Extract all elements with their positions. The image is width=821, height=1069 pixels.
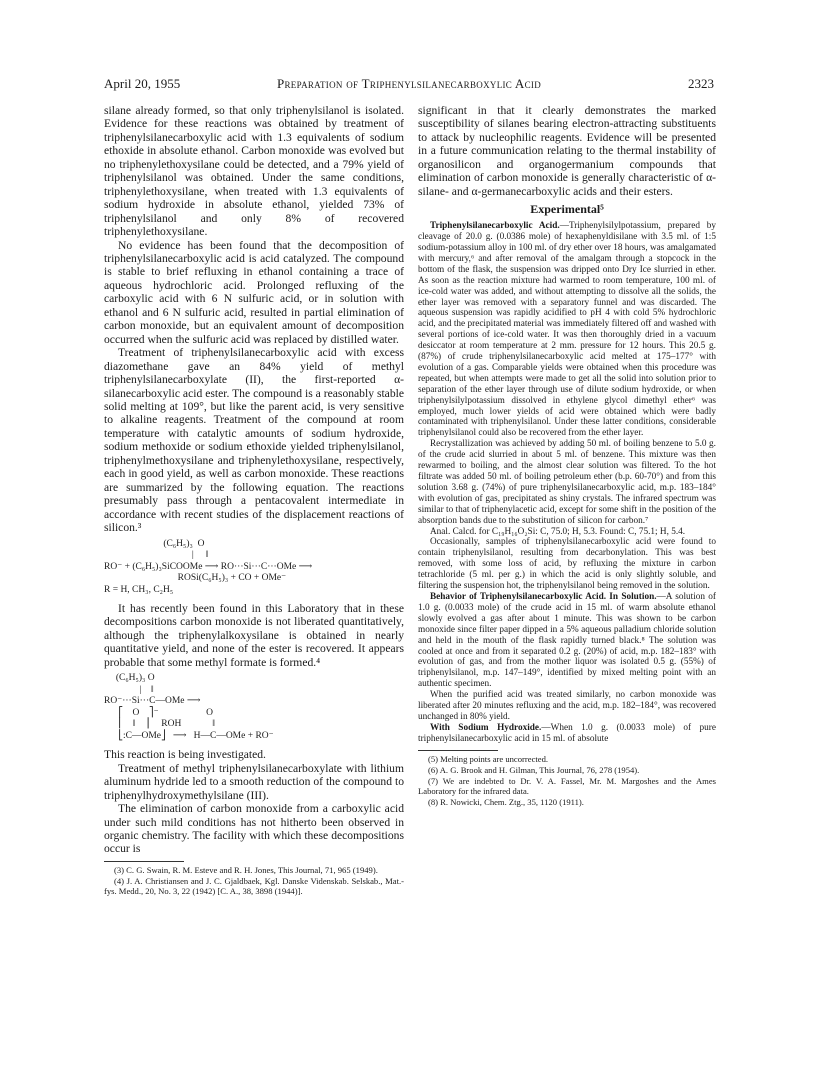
paragraph: Anal. Calcd. for C₁₉H₁₆O₂Si: C, 75.0; H, 5.3. Found: C, 75.1; H, 5.4. xyxy=(430,526,686,537)
reaction-equation: (C₆H₅)₃ O | ‖ RO⁻···Si···C—OMe ⟶ ⎡ O ⎤⁻ O ⎢ ‖ ⎥ ROH ‖ ⎣:C—OMe⎦ ⟶ H—C—OMe + RO⁻ xyxy=(104,673,274,741)
running-header xyxy=(104,76,714,92)
run-in-heading: With Sodium Hydroxide. xyxy=(430,722,542,733)
header-date: April 20, 1955 xyxy=(104,76,181,91)
footnote: (7) We are indebted to Dr. V. A. Fassel, Mr. M. Margoshes and the Ames Laboratory for the infrared data. xyxy=(418,776,716,797)
paragraph: Triphenylsilanecarboxylic Acid.—Triphenylsilylpotassium, prepared by cleavage of 20.0 g. (0.0386 mole) of hexaphenyldisilane with 3.5 ml. of 1:5 sodium-potassium alloy in 100 ml. of dry ether over 18 hours, was amalgamated with mercury,⁶ and after removal of the amalgam through a stopcock in the bottom of the flask, the suspension was dripped onto Dry Ice slurried in ether. As soon as the reaction mixture had warmed to room temperature, 100 ml. of ice-cold water was added, and without attempting to dissolve all the solids, the ether layer was removed with a separatory funnel and was discarded. The aqueous suspension was rapidly acidified to pH 4 with cold 5% hydrochloric acid, and the precipitated material was immediately filtered off and washed with several portions of ice-cold water. It was then thoroughly dried in a vacuum desiccator at room temperature at 2 mm. pressure for 12 hours. This 20.5 g. (87%) of crude triphenylsilanecarboxylic acid melted at 175–177° with evolution of a gas. Comparable yields were obtained when this procedure was repeated, but when attempts were made to get all the solid into solution prior to separation of the ether layer through use of dilute sodium hydroxide, or when triphenylsilylpotassium dissolved in ethylene glycol dimethyl ether⁶ was employed, much lower yields of acid were obtained which were badly contaminated with triphenylsilanol. Under these latter conditions, considerable triphenylsilanol could also be recovered from the ether layer. xyxy=(418,221,716,439)
footnote: (6) A. G. Brook and H. Gilman, This Journal, 76, 278 (1954). xyxy=(428,764,640,775)
paragraph: silane already formed, so that only triphenylsilanol is isolated. Evidence for these reactions was obtained by treatment of triphenylsilanecarboxylic acid with 1.3 equivalents of sodium ethoxide in absolute ethanol. Carbon monoxide was evolved but no triphenylethoxysilane could be detected, and a 79% yield of triphenylsilanol was obtained. Under the same conditions, triphenylethoxysilane, when treated with 1.3 equivalents of sodium hydroxide in absolute ethanol, yielded 73% of triphenylsilanol and only 8% of recovered triphenylethoxysilane. xyxy=(104,104,404,239)
footnote: (5) Melting points are uncorrected. xyxy=(428,753,549,764)
paragraph: Behavior of Triphenylsilanecarboxylic Acid. In Solution.—A solution of 1.0 g. (0.0033 mole) of the crude acid in 15 ml. of warm absolute ethanol slowly evolved a gas after about 1 minute. This was shown to be carbon monoxide since filter paper dipped in a 5% aqueous palladium chloride solution and held in the mouth of the flask rapidly turned black.⁸ The solution was cooled at once and from it separated 0.2 g. (20%) of acid, m.p. 182–183° with evolution of gas, and from the mother liquor was isolated 0.5 g. (55%) of triphenylsilanol, m.p. 147–149°, identified by mixed melting point with an authentic specimen. xyxy=(418,591,716,690)
paragraph: It has recently been found in this Laboratory that in these decompositions carbon monoxide is not liberated quantitatively, although the triphenylalkoxysilane is obtained in nearly quantitative yield, and none of the ester is recovered. It appears probable that some methyl formate is formed.⁴ xyxy=(104,602,404,669)
left-column xyxy=(104,104,404,898)
paragraph: When the purified acid was treated similarly, no carbon monoxide was liberated after 20 minutes refluxing and the acid, m.p. 182–184°, was recovered unchanged in 80% yield. xyxy=(418,690,716,722)
paragraph: With Sodium Hydroxide.—When 1.0 g. (0.0033 mole) of pure triphenylsilanecarboxylic acid in 15 ml. of absolute xyxy=(418,722,716,744)
footnote: (4) J. A. Christiansen and J. C. Gjaldbaek, Kgl. Danske Videnskab. Selskab., Mat.-fys. Medd., 20, No. 3, 22 (1942) [C. A., 38, 3898 (1944)]. xyxy=(104,876,404,897)
run-in-heading: Triphenylsilanecarboxylic Acid. xyxy=(430,221,560,232)
right-column xyxy=(418,104,716,809)
page-number: 2323 xyxy=(688,76,714,91)
reaction-equation: (C₆H₅)₃ O | ‖ RO⁻ + (C₆H₅)₃SiCOOMe ⟶ RO···Si···C···OMe ⟶ ROSi(C₆H₅)₃ + CO + OMe⁻ R = H, CH₃, C₂H₅ xyxy=(104,538,313,595)
footnote: (3) C. G. Swain, R. M. Esteve and R. H. Jones, This Journal, 71, 965 (1949). xyxy=(114,864,378,875)
footnote-divider xyxy=(418,750,498,751)
footnote: (8) R. Nowicki, Chem. Ztg., 35, 1120 (1911). xyxy=(428,797,584,808)
paragraph: Treatment of triphenylsilanecarboxylic acid with excess diazomethane gave an 84% yield of methyl triphenylsilanecarboxylate (II), the first-reported α-silanecarboxylic acid ester. The compound is a reasonably stable solid melting at 109°, but like the parent acid, is very sensitive to alkaline reagents. Treatment of the compound at room temperature with catalytic amounts of sodium hydroxide, sodium methoxide or sodium ethoxide yielded triphenylsilanol, triphenylmethoxysilane and triphenylethoxysilane, respectively, each in good yield, as well as carbon monoxide. These reactions are summarized by the following equation. The reactions presumably pass through a pentacovalent intermediate in accordance with recent studies of the displacement reactions of silicon.³ xyxy=(104,346,404,535)
paragraph: Recrystallization was achieved by adding 50 ml. of boiling benzene to 5.0 g. of the crude acid slurried in about 5 ml. of benzene. This mixture was then rewarmed to boiling, and the almost clear solution was filtered. To the hot filtrate was added 50 ml. of boiling petroleum ether (b.p. 60-70°) and from this solution 3.68 g. (74%) of pure triphenylsilanecarboxylic acid, m.p. 183–184° with evolution of gas, precipitated as shiny crystals. The infrared spectrum was similar to that of triphenylacetic acid, except for some shift in the position of the absorption bands due to the substitution of silicon for carbon.⁷ xyxy=(418,439,716,526)
running-title: Preparation of Triphenylsilanecarboxylic Acid xyxy=(276,76,542,91)
paragraph: Occasionally, samples of triphenylsilanecarboxylic acid were found to contain triphenylsilanol, resulting from decarbonylation. This was best removed, with some loss of acid, by refluxing the mixture in carbon tetrachloride (5 ml. per g.) in which the acid is only slightly soluble, and filtering the suspension hot, the triphenylsilanol being removed in the solution. xyxy=(418,537,716,592)
paragraph: No evidence has been found that the decomposition of triphenylsilanecarboxylic acid is acid catalyzed. The compound is stable to brief refluxing in ethanol containing a trace of aqueous hydrochloric acid. Prolonged refluxing of the carboxylic acid with 6 N sulfuric acid, or in solution with ethanol and 6 N sulfuric acid, resulted in partial elimination of carbon monoxide, but an equivalent amount of decomposition occurred when the sulfuric acid was replaced by distilled water. xyxy=(104,238,404,346)
footnote-divider xyxy=(104,861,184,862)
paragraph: This reaction is being investigated. xyxy=(104,748,266,762)
run-in-heading: Behavior of Triphenylsilanecarboxylic Acid. In Solution. xyxy=(430,591,657,602)
section-title: Experimental⁵ xyxy=(530,202,604,217)
paragraph: The elimination of carbon monoxide from a carboxylic acid under such mild conditions has not hitherto been observed in organic chemistry. The facility with which these decompositions occur is xyxy=(104,802,404,856)
paragraph: significant in that it clearly demonstrates the marked susceptibility of silanes bearing electron-attracting substituents to attack by nucleophilic reagents. Evidence will be presented in a future communication relating to the thermal instability of organosilicon and organogermanium compounds that elimination of carbon monoxide is generally characteristic of α-silane- and α-germanecarboxylic acids and their esters. xyxy=(418,104,716,198)
paragraph: Treatment of methyl triphenylsilanecarboxylate with lithium aluminum hydride led to a smooth reduction of the compound to triphenylhydroxymethylsilane (III). xyxy=(104,761,404,802)
